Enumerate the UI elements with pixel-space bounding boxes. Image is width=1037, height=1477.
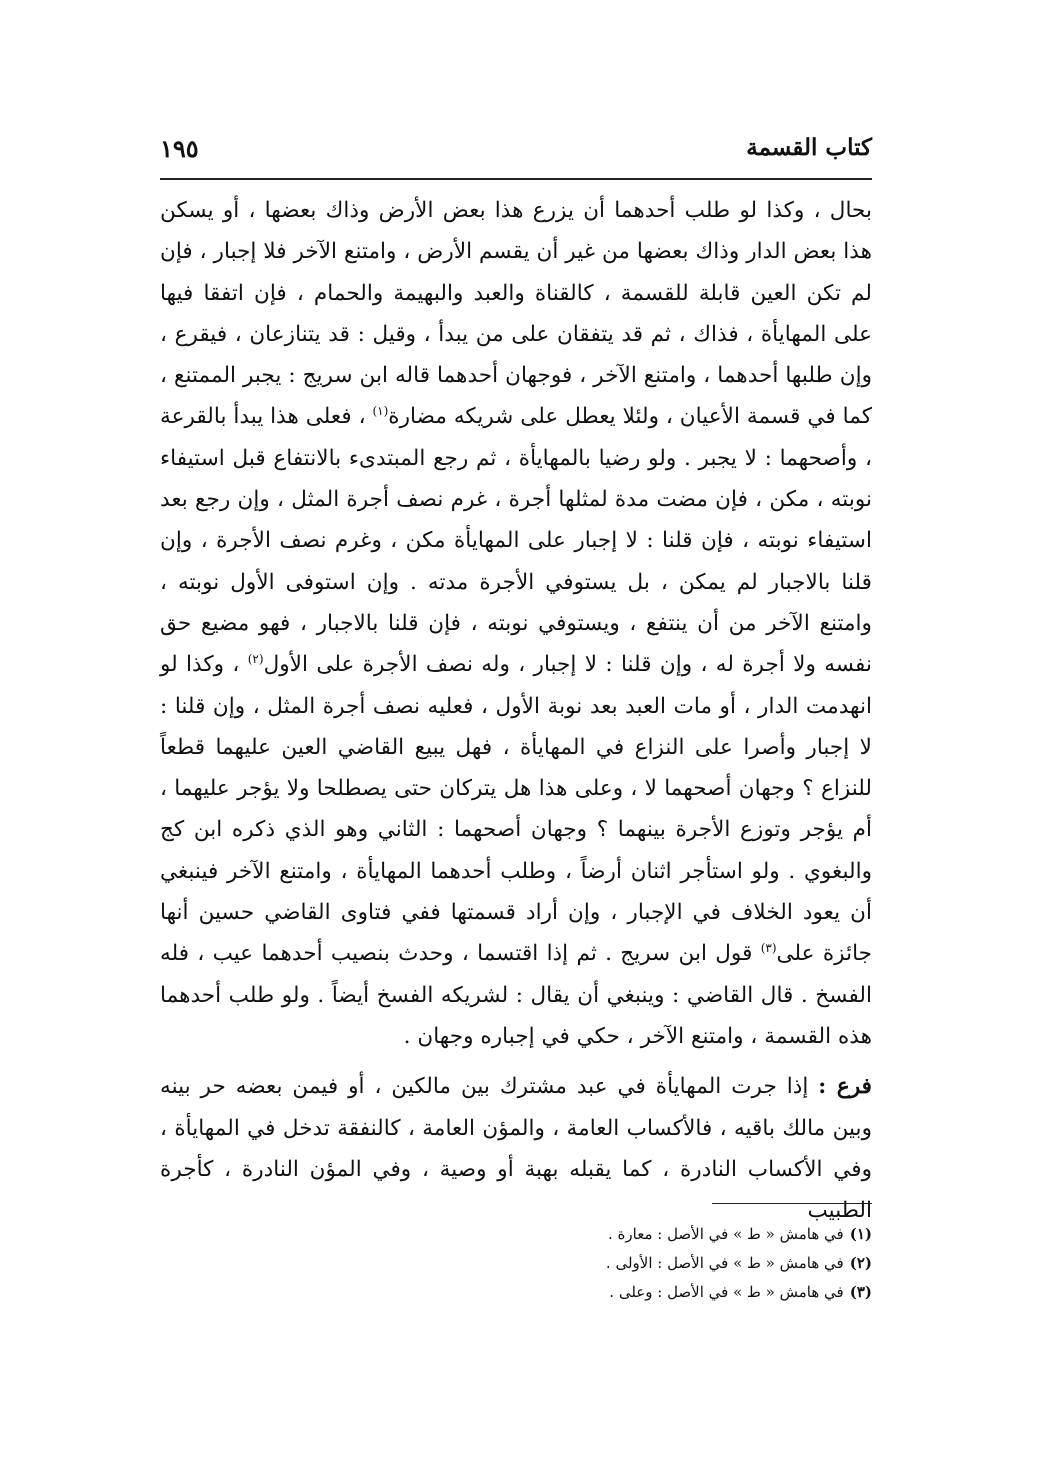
- body-text: [160, 190, 872, 1231]
- footnote-ref: (٣): [760, 941, 777, 956]
- paragraph: [160, 190, 872, 1057]
- footnote-number: (٢): [849, 1254, 872, 1272]
- footnote-ref: (١): [372, 404, 389, 419]
- footnotes: [450, 1220, 872, 1307]
- paragraph: [160, 1066, 872, 1231]
- footnote-ref: (٢): [247, 652, 264, 667]
- text-run: بحال ، وكذا لو طلب أحدهما أن يزرع هذا بعض الأرض وذاك بعضها ، أو يسكن هذا بعض الدار وذاك بعضها من غير أن يقسم الأرض ، وامتنع الآخر فلا إجبار ، فإن لم تكن العين قابلة للقسمة ، كالقناة والعبد والبهيمة والحمام ، فإن اتفقا فيها على المهايأة ، فذاك ، ثم قد يتفقان على من يبدأ ، وقيل : قد يتنازعان ، فيقرع ، وإن طلبها أحدهما ، وامتنع الآخر ، فوجهان أحدهما قاله ابن سريج : يجبر الممتنع ، كما في قسمة الأعيان ، ولئلا يعطل على شريكه مضارة: [160, 198, 872, 430]
- footnote-text: في هامش « ط » في الأصل : معارة .: [608, 1225, 844, 1243]
- page-number: ١٩٥: [160, 134, 199, 163]
- footnote: [450, 1278, 872, 1307]
- footnote: [450, 1249, 872, 1278]
- footnote-text: في هامش « ط » في الأصل : وعلى .: [609, 1283, 844, 1301]
- footnote-number: (١): [849, 1225, 872, 1243]
- footnote-text: في هامش « ط » في الأصل : الأولى .: [605, 1254, 844, 1272]
- text-run: ، فعلى هذا يبدأ بالقرعة ، وأصحهما : لا يجبر . ولو رضيا بالمهايأة ، ثم رجع المبتدىء بالانتفاع قبل استيفاء نوبته ، مكن ، فإن مضت مدة لمثلها أجرة ، غرم نصف أجرة المثل ، وإن رجع بعد استيفاء نوبته ، فإن قلنا : لا إجبار على المهايأة مكن ، وغرم نصف الأجرة ، وإن قلنا بالاجبار لم يمكن ، بل يستوفي الأجرة مدته . وإن استوفى الأول نوبته ، وامتنع الآخر من أن ينتفع ، ويستوفي نوبته ، فإن قلنا بالاجبار ، فهو مضيع حق نفسه ولا أجرة له ، وإن قلنا : لا إجبار ، وله نصف الأجرة على الأول: [160, 404, 872, 678]
- footnote: [450, 1220, 872, 1249]
- footnote-rule: [712, 1203, 872, 1204]
- page-header: [160, 128, 872, 178]
- text-run: إذا جرت المهايأة في عبد مشترك بين مالكين ، أو فيمن بعضه حر بينه وبين مالك باقيه ، فالأكساب العامة ، والمؤن العامة ، كالنفقة تدخل في المهايأة ، وفي الأكساب النادرة ، كما يقبله بهبة أو وصية ، وفي المؤن النادرة ، كأجرة الطبيب: [160, 1074, 872, 1224]
- text-run: ، وكذا لو انهدمت الدار ، أو مات العبد بعد نوبة الأول ، فعليه نصف أجرة المثل ، وإن قلنا : لا إجبار وأصرا على النزاع في المهايأة ، فهل يبيع القاضي العين عليهما قطعاً للنزاع ؟ وجهان أصحهما لا ، وعلى هذا هل يتركان حتى يصطلحا ولا يؤجر عليهما ، أم يؤجر وتوزع الأجرة بينهما ؟ وجهان أصحهما : الثاني وهو الذي ذكره ابن كج والبغوي . ولو استأجر اثنان أرضاً ، وطلب أحدهما المهايأة ، وامتنع الآخر فينبغي أن يعود الخلاف في الإجبار ، وإن أراد قسمتها ففي فتاوى القاضي حسين أنها جائزة على: [160, 652, 873, 967]
- book-title: كتاب القسمة: [746, 134, 872, 161]
- header-rule: [160, 178, 872, 180]
- text-run: قول ابن سريج . ثم إذا اقتسما ، وحدث بنصيب أحدهما عيب ، فله الفسخ . قال القاضي : وينبغي أن يقال : لشريكه الفسخ أيضاً . ولو طلب أحدهما هذه القسمة ، وامتنع الآخر ، حكي في إجباره وجهان .: [160, 941, 872, 1049]
- footnote-number: (٣): [849, 1283, 872, 1301]
- section-lead: فرع :: [818, 1074, 872, 1100]
